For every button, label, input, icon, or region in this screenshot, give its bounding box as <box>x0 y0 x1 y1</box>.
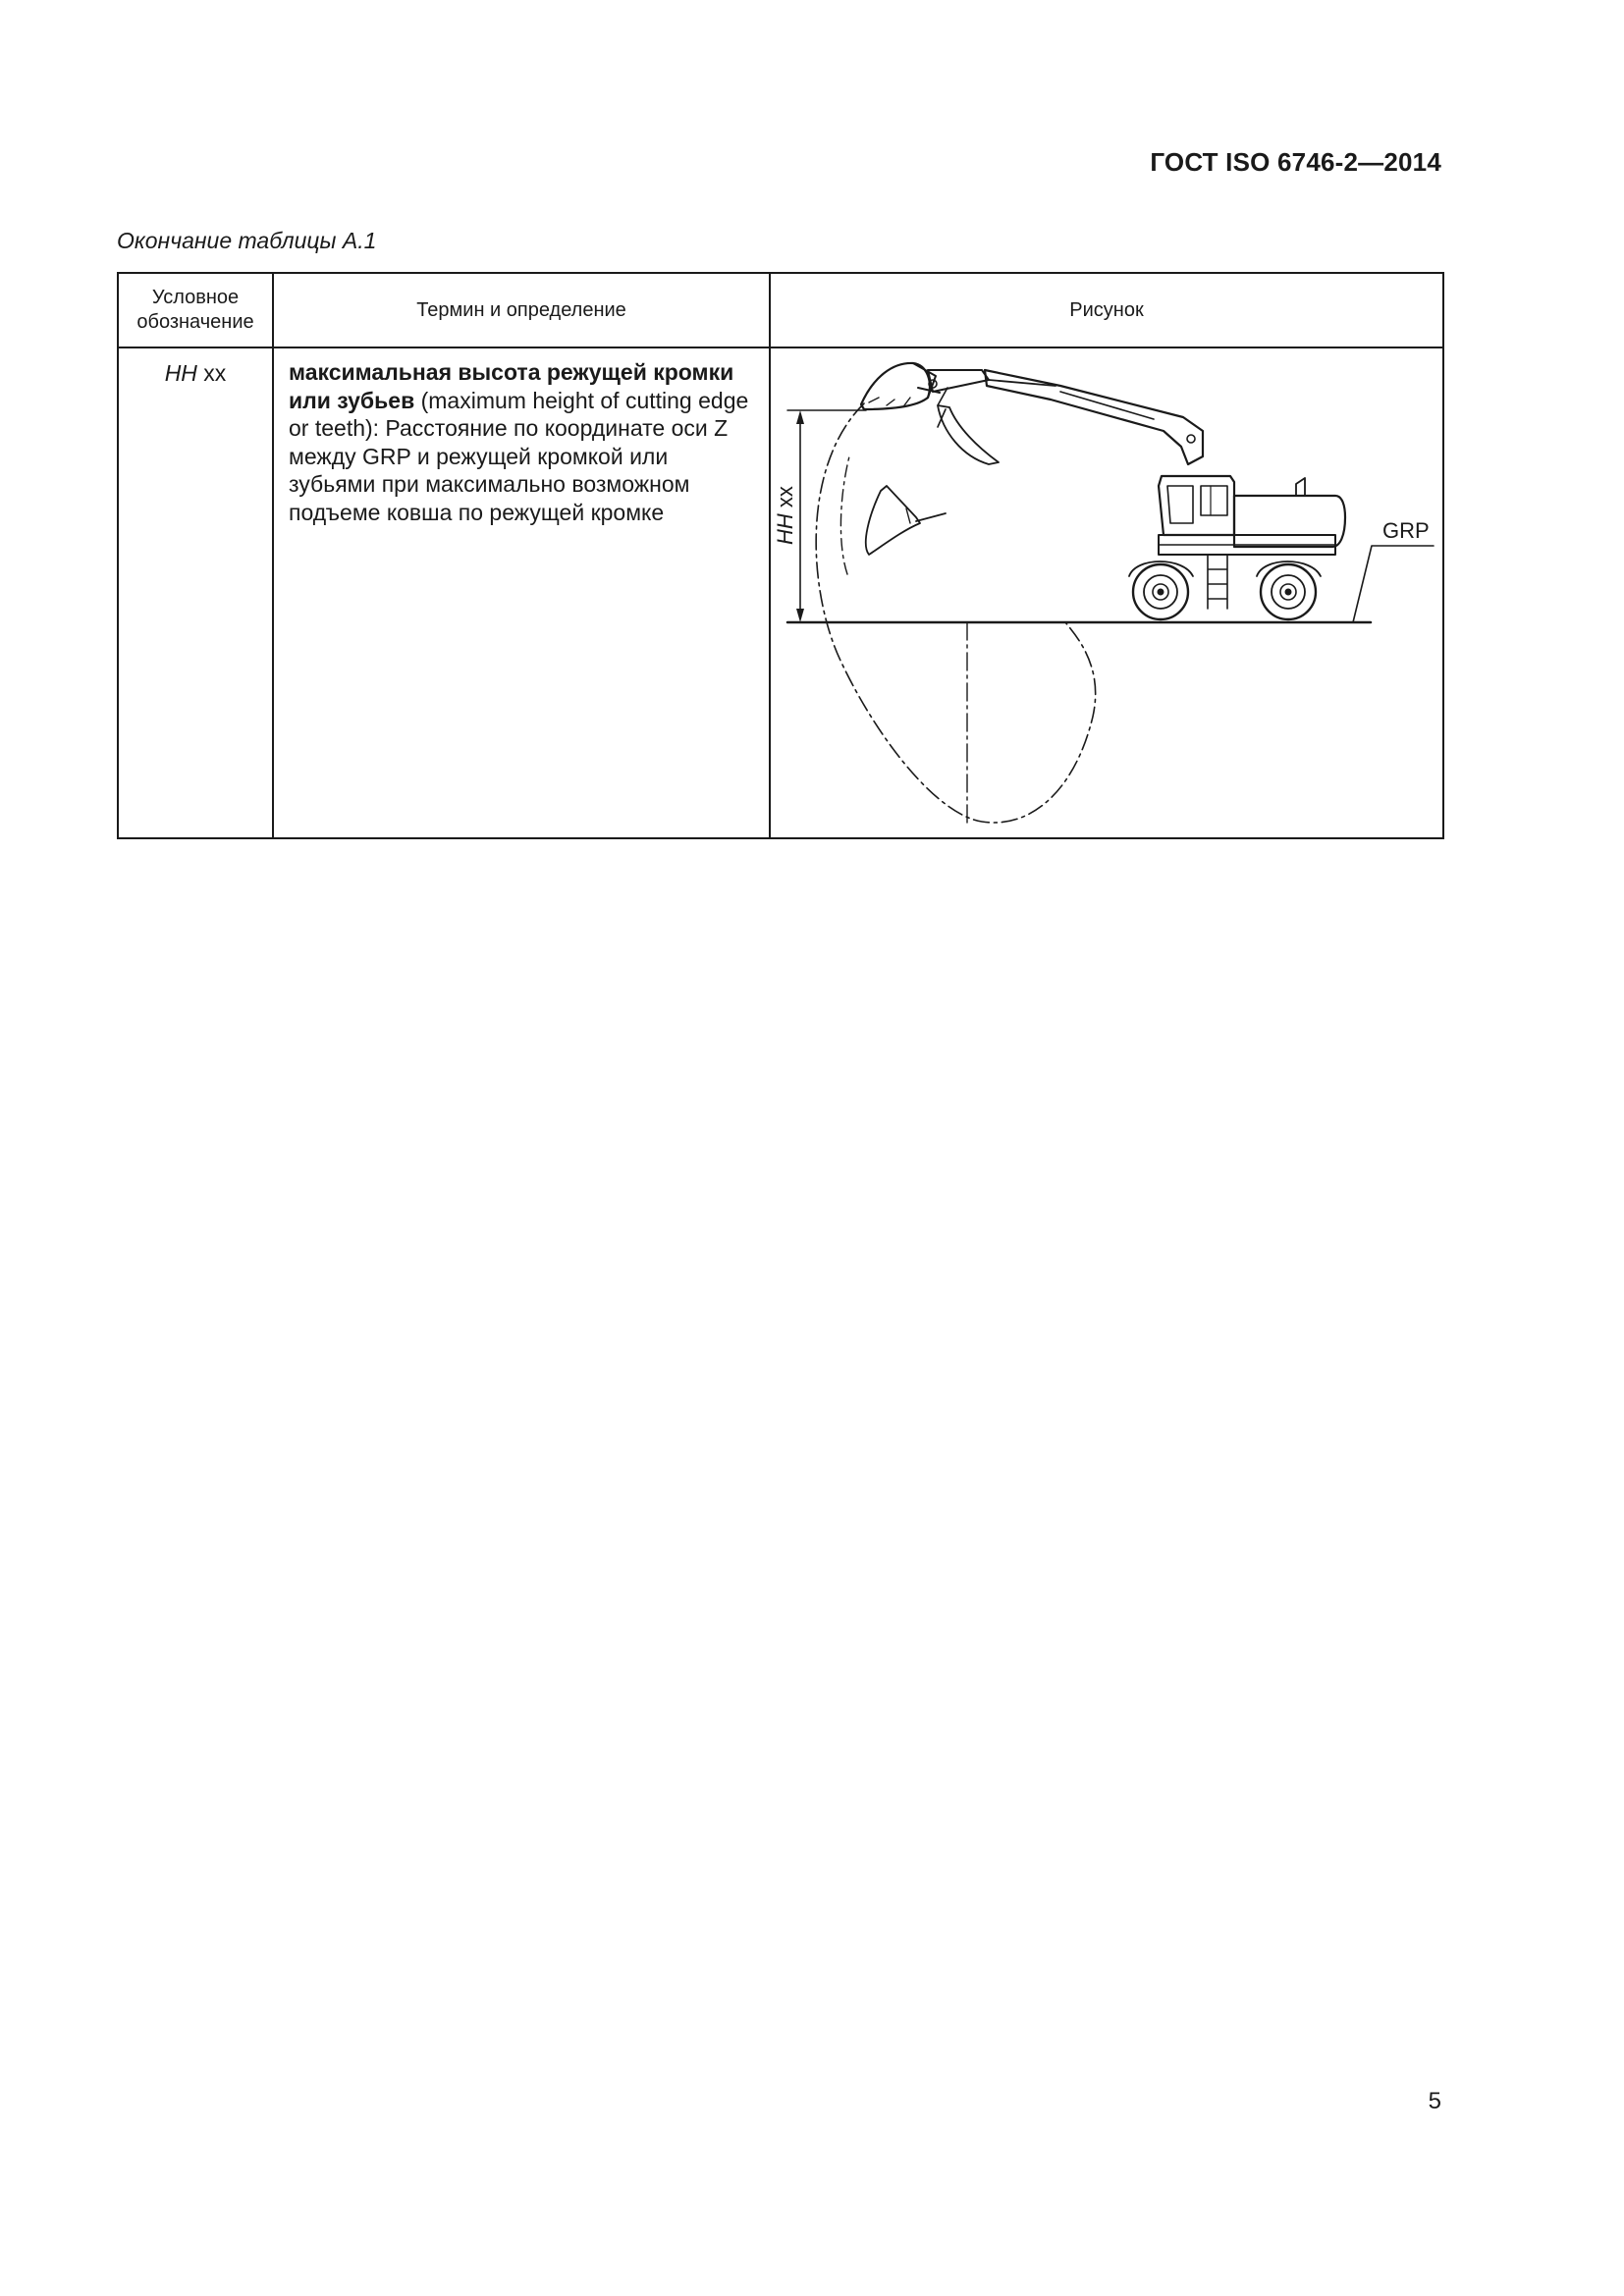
inner-envelope-line <box>840 456 849 574</box>
access-steps <box>1208 555 1227 609</box>
arm-stick <box>928 370 989 392</box>
table-caption: Окончание таблицы А.1 <box>117 228 377 253</box>
rear-wheel-center <box>1286 590 1291 595</box>
bucket-raised <box>861 363 930 409</box>
column-header-symbol-line1: Условное <box>151 287 240 308</box>
dimension-label <box>773 486 797 545</box>
definitions-table <box>117 272 1444 839</box>
dimension-arrow-bottom <box>796 609 804 622</box>
dimension-arrow-top <box>796 410 804 424</box>
boom-pin <box>1187 435 1195 443</box>
term-title: максимальная высота режущей кромки или зубьев <box>289 359 734 413</box>
table-header-row <box>118 273 1443 347</box>
bucket-mid-reach <box>866 486 920 555</box>
term-definition: (maximum height of cutting edge or teeth): Расстояние по координате оси Z между GRP и режущей кромкой или зубьями при максимально возможном подъеме ковша по режущей кромке <box>289 387 749 525</box>
term-cell <box>273 347 770 838</box>
symbol-italic: HH <box>164 360 197 386</box>
cab-window <box>1167 486 1193 523</box>
table-row <box>118 347 1443 838</box>
bucket-mid-reach-link <box>916 513 946 521</box>
working-envelope-line <box>816 403 1096 823</box>
column-header-symbol-line2: обозначение <box>136 311 254 333</box>
figure-cell <box>770 347 1443 838</box>
symbol-cell <box>118 347 273 838</box>
grp-leader-line <box>1353 546 1434 622</box>
engine-housing <box>1234 496 1345 547</box>
column-header-symbol <box>118 273 273 347</box>
excavator-reach-diagram <box>771 348 1442 837</box>
page-number: 5 <box>1428 2088 1441 2114</box>
symbol-suffix: xx <box>196 360 227 386</box>
column-header-figure: Рисунок <box>770 273 1443 347</box>
front-wheel-center <box>1159 590 1164 595</box>
column-header-term: Термин и определение <box>273 273 770 347</box>
cab-window-side <box>1201 486 1227 515</box>
boom <box>985 370 1203 464</box>
cab <box>1159 476 1234 535</box>
dimension-label-italic: HH <box>773 513 797 545</box>
bucket-lowered <box>938 405 999 464</box>
exhaust-pipe <box>1296 478 1305 496</box>
grp-label: GRP <box>1382 518 1430 543</box>
document-code: ГОСТ ISO 6746-2—2014 <box>1150 147 1441 177</box>
bucket-raised-teeth <box>869 398 910 405</box>
dimension-label-suffix: xx <box>773 486 797 514</box>
